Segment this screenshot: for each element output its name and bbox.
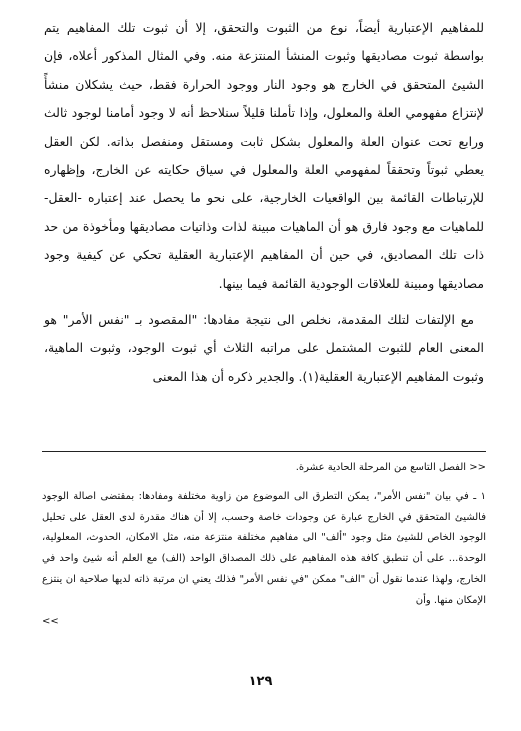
paragraph-2: مع الإلتفات لتلك المقدمة، نخلص الى نتيجة مفادها: "المقصود بـ "نفس الأمر" هو المعنى العام للثبوت المشتمل على مراتبه الثلاث أي ثبوت الوجود، وثبوت الماهية، وثبوت المفاهيم الإعتبارية العقلية(١). والجدير ذكره أن هذا المعنى [44, 312, 484, 384]
paragraph-1: للمفاهيم الإعتبارية أيضاً، نوع من الثبوت والتحقق، إلا أن ثبوت تلك المفاهيم يتم بواسطة ثبوت مصاديقها وثبوت المنشأ المنتزعة منه. وفي المثال المذكور أعلاه، فإن الشيئ المتحقق في الخارج هو وجود النار ووجود الحرارة فقط، حيث يشكلان منشأً لإنتزاع مفهومي العلة والمعلول، وإذا تأملنا قليلاً سنلاحظ أنه لا وجود أمامنا لوجود ثالث ورابع تحت عنوان العلة والمعلول بشكل ثابت ومستقل ومنفصل بذاته. لكن العقل يعطي ثبوتاً وتحققاً لمفهومي العلة والمعلول في سياق حكايته عن الخارج، وإظهاره للإرتباطات القائمة بين الواقعيات الخارجية، على نحو ما يحصل عند إعتباره -العقل- للماهيات مع وجود فارق هو أن الماهيات مبينة لذات وذاتيات مصاديقها ومأخوذة من حد ذات تلك المصاديق، في حين أن المفاهيم الإعتبارية العقلية تحكي عن كيفية وجود مصاديقها ومبينة للعلاقات الوجودية القائمة فيما بينها. [44, 20, 484, 291]
page-number: ١٢٩ [248, 674, 273, 689]
footnote-continues-marker: << [42, 615, 59, 627]
footnote-continuation: << الفصل التاسع من المرحلة الحادية عشرة. [295, 462, 486, 473]
footnote-1: ١ ـ في بيان "نفس الأمر"، يمكن التطرق الى الموضوع من زاوية مختلفة ومفادها: بمقتضى اصالة الوجود فالشيئ المتحقق في الخارج عبارة عن وجودات خاصة وحسب، إلا أن هناك مقدرة لدى العقل على تحليل الوجود الخاص للشيئ مثل وجود "ألف" الى مفاهيم مختلفة منتزعة منه، مثل الامكان، الحدوث، المعلولية، الوحدة... على أن تنطبق كافة هذه المفاهيم على ذلك المصداق الواحد (الف) مع العلم أنه شيئ واحد في الخارج، ولهذا عندما نقول أن "الف" ممكن "في نفس الأمر" فذلك يعني ان مرتبة ذاته لديها صلاحية ان ينتزع الإمكان منها. وأن [42, 490, 486, 606]
main-text [44, 14, 484, 391]
footnotes [42, 458, 486, 632]
footnote-separator [42, 451, 486, 452]
